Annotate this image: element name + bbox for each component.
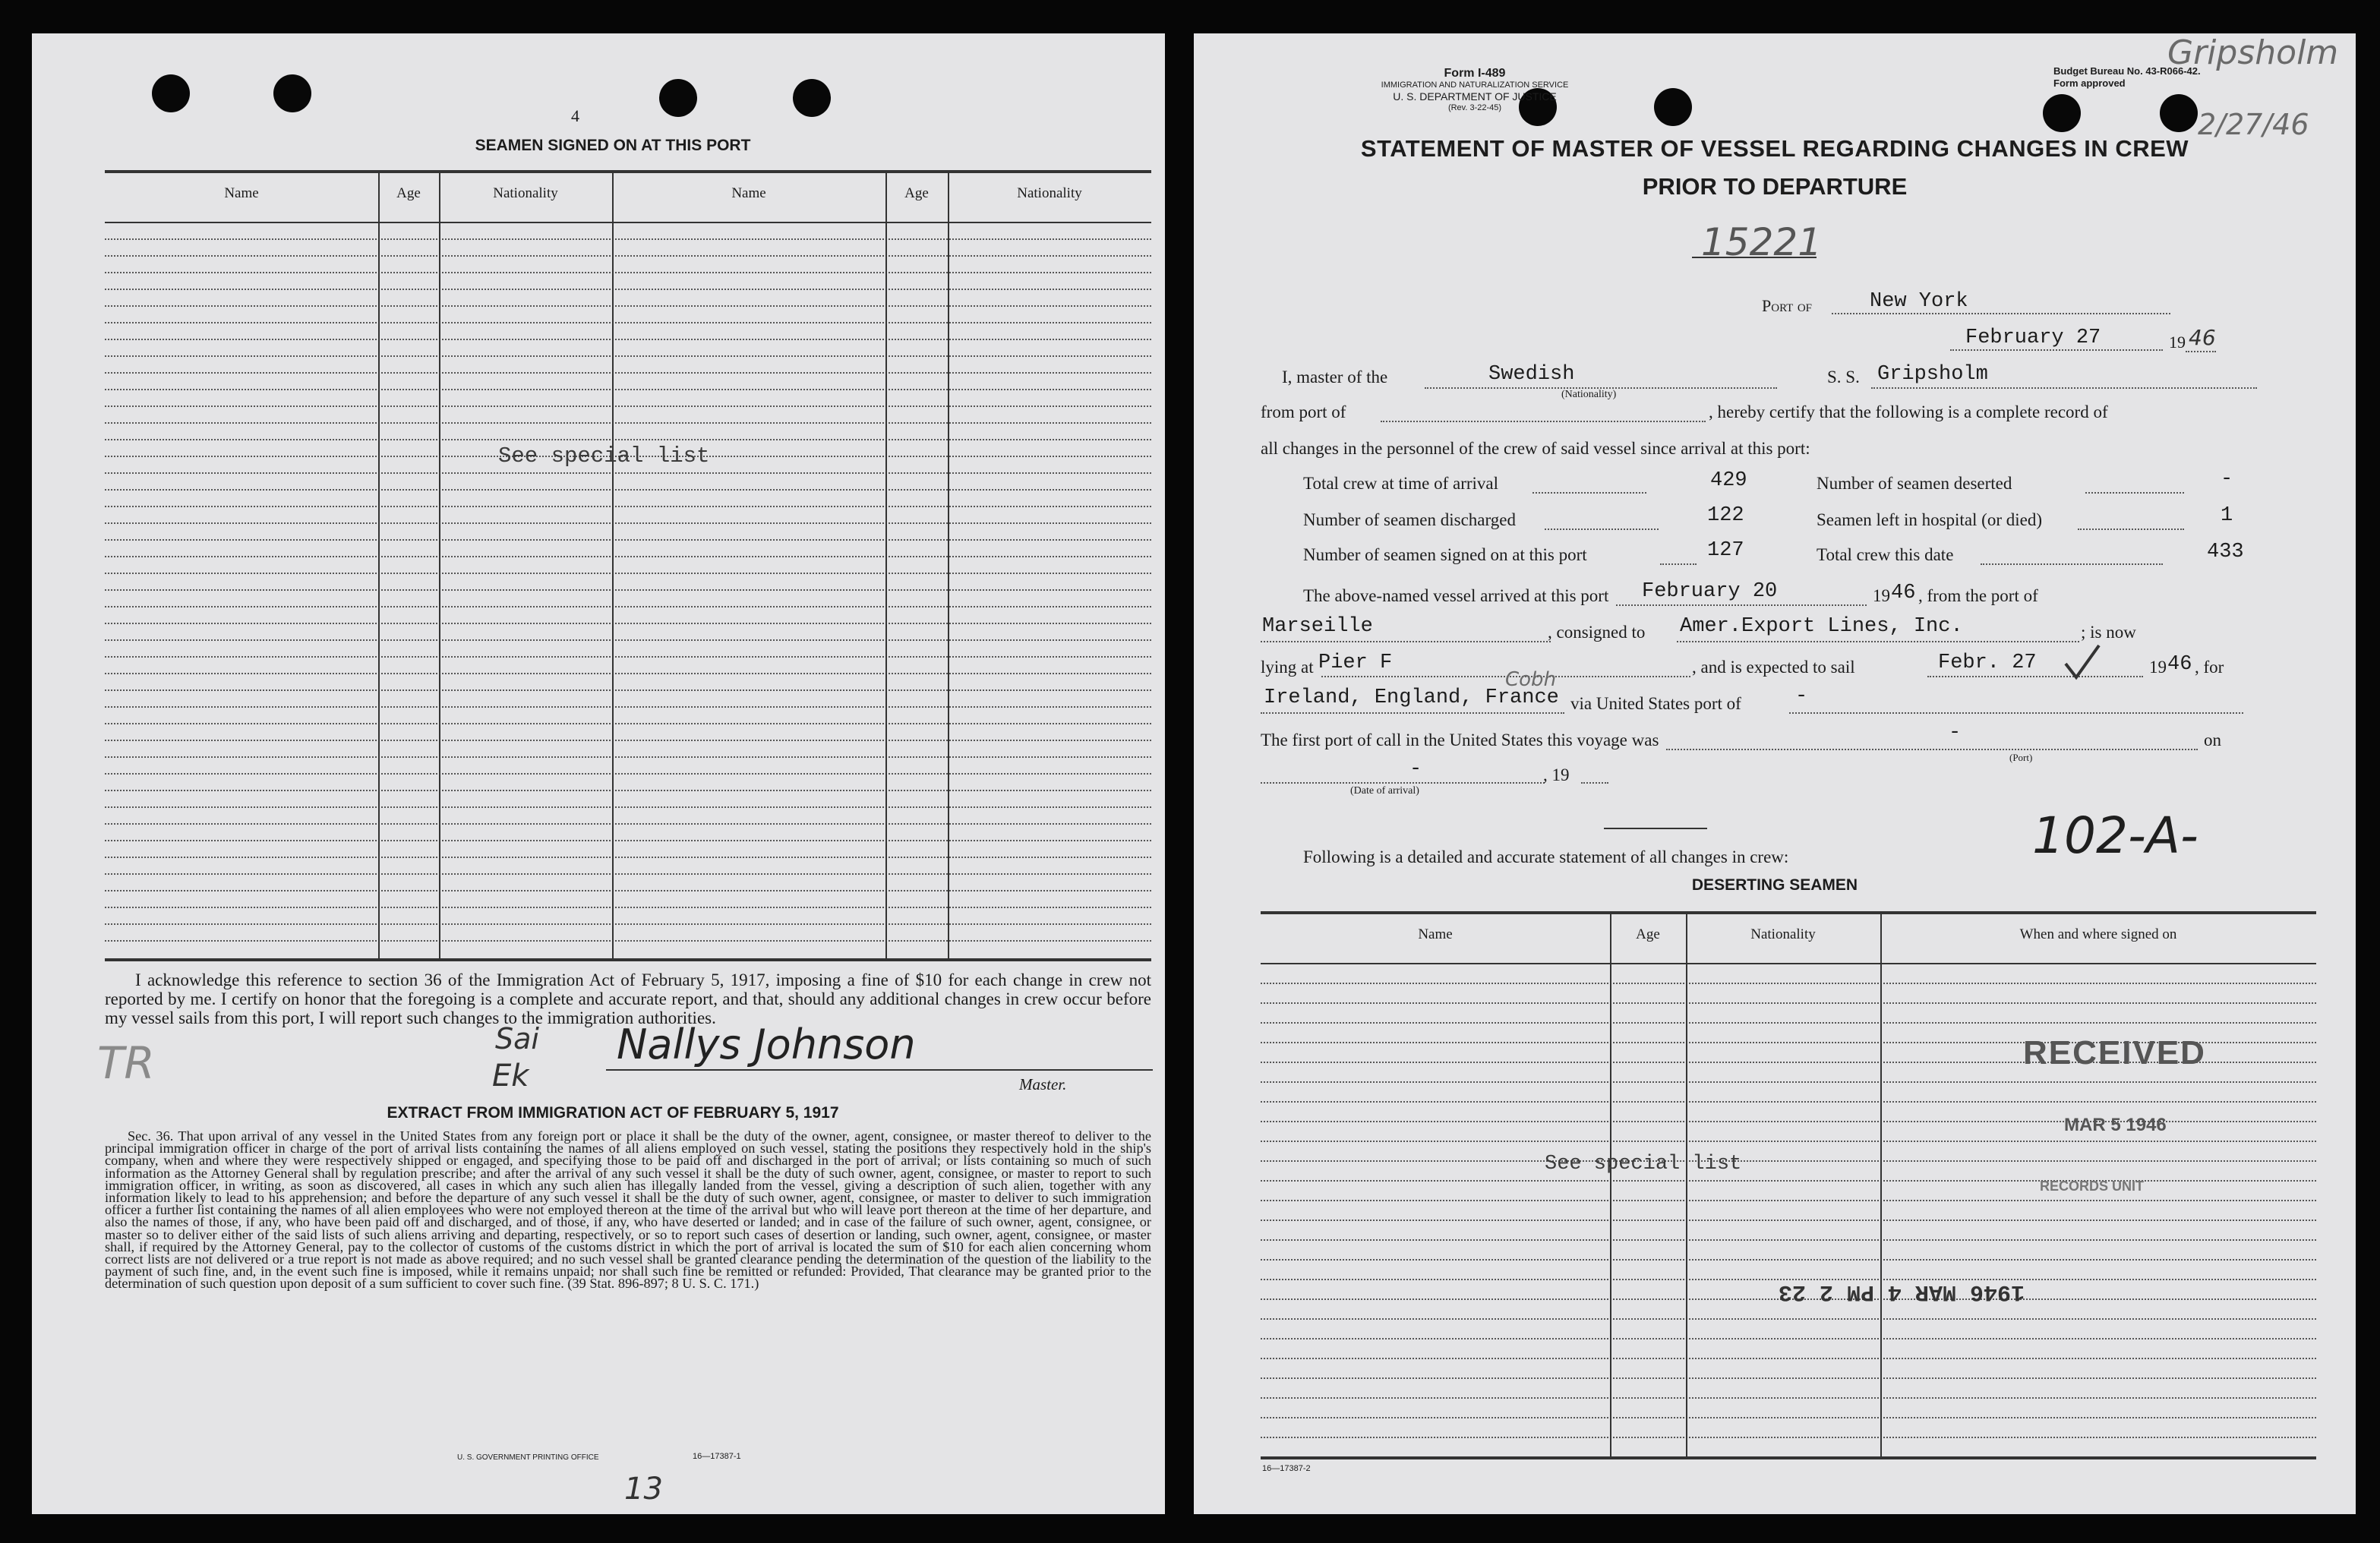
- blank-line: [1871, 387, 2257, 389]
- table-row-line: [105, 706, 1151, 708]
- master-of-label: I, master of the: [1282, 368, 1388, 387]
- header-rule: [1261, 963, 2316, 964]
- col-header-signed-on: When and where signed on: [2019, 926, 2177, 942]
- arrived-year-prefix: 19: [1873, 586, 1890, 605]
- via-label: via United States port of: [1570, 694, 1741, 713]
- table-row-line: [1261, 983, 2316, 984]
- col-divider: [885, 170, 887, 958]
- stat-value: 122: [1707, 504, 1744, 527]
- stat-value: 433: [2207, 541, 2244, 563]
- table-row-line: [105, 589, 1151, 591]
- print-code: 16—17387-2: [1262, 1464, 1311, 1473]
- handwritten-date: 2/27/46: [2198, 108, 2309, 141]
- table-row-line: [105, 723, 1151, 724]
- from-port-label: from port of: [1261, 402, 1346, 421]
- date-of-arrival-value: -: [1409, 758, 1422, 781]
- stat-value: 429: [1710, 469, 1747, 492]
- table-row-line: [105, 857, 1151, 858]
- table-row-line: [105, 472, 1151, 474]
- stat-label: Number of seamen signed on at this port: [1303, 545, 1587, 564]
- table-top-rule: [105, 170, 1151, 173]
- page-number: 4: [571, 106, 579, 125]
- rule: [1604, 828, 1707, 829]
- table-row-line: [105, 539, 1151, 541]
- handwritten-vessel: Gripsholm: [2167, 33, 2339, 72]
- table-bottom-rule: [1261, 1456, 2316, 1459]
- consigned-label: , consigned to: [1548, 623, 1646, 642]
- table-row-line: [105, 740, 1151, 741]
- lying-at-label: lying at: [1261, 658, 1314, 677]
- blank-line: [1381, 421, 1706, 422]
- table-row-line: [105, 623, 1151, 624]
- extract-text: Sec. 36. That upon arrival of any vessel in the United States from any foreign port or place it shall be the duty of the owner, agent, consignee, or master thereof to deliver to the principal immigration officer in charge of the port of arrival lists containing the names of all aliens employed on such vessel, stating the positions they respectively hold in the ship's company, when and where they were respectively shipped or engaged, and specifying those to be paid off and discharged in the port of arrival; or lists containing so much of such information as the Attorney General shall by regulation prescribe; and after the arrival of any such vessel it shall be the duty of such owner, agent, consignee, or master to report to such immigration officer, in writing, as soon as discovered, all cases in which any such alien has illegally landed from the vessel, giving a description of such alien, together with any information likely to lead to his apprehension; and before the departure of any such vessel it shall be the duty of such owner, agent, consignee, or master to deliver to such immigration officer a further list containing the names of all alien employees who were not employed thereon at the time of the arrival but who will leave port thereon at the time of her departure, and also the names of those, if any, who have been paid off and discharged, and of those, if any, who have deserted or landed; and in case of the failure of such owner, agent, consignee, or master so to deliver either of the said lists of such aliens arriving and departing, respectively, or so to report such cases of desertion or landing, such owner, agent, consignee, or master shall, if required by the Attorney General, pay to the collector of customs of the customs district in which the port of arrival is located the sum of $10 for each alien concerning whom correct lists are not delivered or a true report is not made as above required; and no such vessel shall be granted clearance pending the determination of the question of the liability to the payment of such fine, and, in the event such fine is imposed, while it remains unpaid; nor shall such fine be remitted or refunded: Provided, That clearance may be granted prior to the determination of such question upon deposit of a sum sufficient to cover such fine. (39 Stat. 896-897; 8 U. S. C. 171.): [105, 1128, 1151, 1292]
- date-of-arrival-caption: (Date of arrival): [1350, 785, 1419, 797]
- table-row-line: [1261, 1417, 2316, 1418]
- table-row-line: [105, 522, 1151, 524]
- table-row-line: [105, 355, 1151, 357]
- initials-mark: Ek: [492, 1059, 529, 1093]
- blank-line: [1261, 641, 1551, 642]
- arrived-label: The above-named vessel arrived at this port: [1303, 586, 1609, 605]
- initials-mark: Sai: [495, 1022, 539, 1055]
- ss-value: Gripsholm: [1877, 363, 1988, 386]
- master-label: Master.: [1019, 1075, 1067, 1093]
- port-caption: (Port): [2009, 752, 2033, 763]
- table-row-line: [105, 489, 1151, 491]
- table-row-line: [105, 673, 1151, 674]
- certify-text: , hereby certify that the following is a complete record of: [1709, 402, 2108, 421]
- following-text: Following is a detailed and accurate statement of all changes in crew:: [1303, 847, 1789, 866]
- consigned-value: Amer.Export Lines, Inc.: [1680, 615, 1963, 638]
- col-divider: [612, 170, 614, 958]
- table-row-line: [1261, 1259, 2316, 1261]
- table-row-line: [105, 639, 1151, 641]
- date-year-prefix: , 19: [1543, 765, 1570, 784]
- stat-value: 127: [1707, 539, 1744, 562]
- form-number: Form I-489: [1444, 67, 1506, 80]
- handwritten-destination: Cobh: [1505, 668, 1557, 691]
- table-row-line: [105, 806, 1151, 808]
- year-value: 46: [2189, 325, 2216, 350]
- punch-hole: [2043, 94, 2081, 132]
- handwritten-page-number: 13: [624, 1472, 663, 1507]
- table-row-line: [1261, 1160, 2316, 1162]
- table-row-line: [105, 272, 1151, 273]
- from-the-port-of: , from the port of: [1918, 586, 2038, 605]
- col-divider: [1686, 911, 1687, 1456]
- punch-hole: [152, 74, 190, 112]
- table-row-line: [1261, 1239, 2316, 1241]
- sail-year-prefix: 19: [2149, 658, 2167, 677]
- table-row-line: [105, 790, 1151, 791]
- col-header-nationality: Nationality: [493, 185, 558, 201]
- ss-label: S. S.: [1827, 368, 1860, 387]
- col-header-name: Name: [224, 185, 259, 201]
- punch-hole: [793, 79, 831, 117]
- table-row-line: [105, 289, 1151, 290]
- table-row-line: [105, 305, 1151, 307]
- extract-title: EXTRACT FROM IMMIGRATION ACT OF FEBRUARY 5, 1917: [387, 1104, 839, 1122]
- table-row-line: [1261, 1397, 2316, 1399]
- agency-line: U. S. DEPARTMENT OF JUSTICE: [1393, 90, 1557, 103]
- blank-line: [1616, 604, 1867, 606]
- deserting-title: DESERTING SEAMEN: [1691, 876, 1858, 894]
- print-code: 16—17387-1: [693, 1452, 741, 1461]
- all-changes-text: all changes in the personnel of the crew of said vessel since arrival at this port:: [1261, 439, 1810, 458]
- stat-value: 1: [2221, 504, 2233, 527]
- table-row-line: [105, 756, 1151, 758]
- handwritten-number: 15221: [1701, 220, 1823, 264]
- table-row-line: [1261, 1338, 2316, 1339]
- sail-date-value: Febr. 27: [1938, 652, 2037, 674]
- blank-line: [2186, 351, 2216, 352]
- dot-leader: [2085, 492, 2184, 494]
- table-row-line: [105, 823, 1151, 825]
- table-bottom-rule: [105, 958, 1151, 961]
- dot-leader: [1545, 529, 1659, 530]
- for-label: , for: [2195, 658, 2224, 677]
- on-label: on: [2204, 730, 2221, 749]
- port-of-value: New York: [1870, 290, 1968, 313]
- table-row-line: [105, 389, 1151, 390]
- stat-label: Total crew at time of arrival: [1303, 474, 1499, 493]
- stat-label: Seamen left in hospital (or died): [1817, 510, 2043, 529]
- table-row-line: [105, 940, 1151, 942]
- table-row-line: [105, 840, 1151, 841]
- stat-label: Number of seamen discharged: [1303, 510, 1516, 529]
- dot-leader: [1532, 492, 1646, 494]
- col-divider: [378, 170, 380, 958]
- table-row-line: [1261, 1022, 2316, 1024]
- expected-label: , and is expected to sail: [1692, 658, 1855, 677]
- table-row-line: [1261, 1437, 2316, 1438]
- blank-line: [1677, 641, 2079, 642]
- blank-line: [1927, 676, 2143, 677]
- budget-bureau: Budget Bureau No. 43-R066-42.: [2053, 65, 2201, 77]
- header-rule: [105, 222, 1151, 223]
- table-row-line: [105, 422, 1151, 424]
- table-row-line: [105, 873, 1151, 875]
- table-row-line: [105, 907, 1151, 908]
- table-row-line: [1261, 1220, 2316, 1221]
- col-divider: [1880, 911, 1882, 1456]
- table-row-line: [105, 890, 1151, 891]
- print-office: U. S. GOVERNMENT PRINTING OFFICE: [457, 1453, 599, 1462]
- right-form-page: [1194, 33, 2356, 1514]
- table-row-line: [105, 238, 1151, 240]
- typed-note: See special list: [498, 443, 710, 469]
- col-header-name: Name: [731, 185, 766, 201]
- table-row-line: [105, 506, 1151, 507]
- blank-line: [1666, 749, 2198, 750]
- is-now-label: ; is now: [2081, 623, 2136, 642]
- from-port-value: Marseille: [1262, 615, 1373, 638]
- initials-mark: TR: [97, 1037, 155, 1089]
- punch-hole: [2160, 94, 2198, 132]
- section-title: SEAMEN SIGNED ON AT THIS PORT: [475, 137, 751, 154]
- col-header-age: Age: [396, 185, 421, 201]
- inverted-date-stamp: 1946 MAR 4 PM 2 23: [1779, 1279, 2025, 1305]
- blank-line: [1261, 712, 1564, 714]
- table-row-line: [1261, 1101, 2316, 1103]
- table-row-line: [105, 773, 1151, 775]
- table-row-line: [105, 322, 1151, 323]
- sail-year: 46: [2167, 653, 2192, 676]
- blank-line: [1581, 782, 1608, 784]
- arrived-year: 46: [1891, 582, 1916, 604]
- lying-at-value: Pier F: [1318, 652, 1393, 674]
- table-row-line: [105, 405, 1151, 407]
- stat-label: Number of seamen deserted: [1817, 474, 2012, 493]
- signature-line: [606, 1069, 1153, 1071]
- col-divider: [948, 170, 949, 958]
- punch-hole: [1654, 88, 1692, 126]
- blank-line: [1832, 313, 2170, 314]
- first-port-label: The first port of call in the United States this voyage was: [1261, 730, 1659, 749]
- destinations-value: Ireland, England, France: [1264, 686, 1559, 709]
- nationality-caption: (Nationality): [1561, 389, 1617, 400]
- table-row-line: [105, 573, 1151, 574]
- table-row-line: [105, 556, 1151, 557]
- stat-value: -: [2221, 468, 2233, 491]
- date-value: February 27: [1965, 327, 2101, 349]
- table-row-line: [1261, 1141, 2316, 1142]
- received-stamp: RECEIVED: [2023, 1034, 2206, 1071]
- table-row-line: [105, 372, 1151, 374]
- table-row-line: [1261, 1377, 2316, 1379]
- table-row-line: [1261, 1180, 2316, 1182]
- table-row-line: [105, 656, 1151, 658]
- blank-line: [1950, 349, 2163, 351]
- blank-line: [1261, 782, 1545, 784]
- punch-hole: [659, 79, 697, 117]
- left-form-page: [32, 33, 1165, 1514]
- table-row-line: [1261, 1318, 2316, 1320]
- master-signature: Nallys Johnson: [617, 1021, 916, 1068]
- col-header-nationality: Nationality: [1017, 185, 1082, 201]
- handwritten-ref: 102-A-: [2032, 806, 2199, 865]
- table-row-line: [1261, 1002, 2316, 1004]
- form-subtitle: PRIOR TO DEPARTURE: [1642, 173, 1908, 200]
- table-row-line: [1261, 1358, 2316, 1359]
- received-stamp-date: MAR 5 1946: [2064, 1115, 2167, 1135]
- table-row-line: [1261, 1081, 2316, 1083]
- table-top-rule: [1261, 911, 2316, 914]
- rule: [1692, 257, 1817, 258]
- nationality-value: Swedish: [1488, 363, 1575, 386]
- blank-line: [1789, 712, 2243, 714]
- stat-label: Total crew this date: [1817, 545, 1954, 564]
- table-row-line: [105, 255, 1151, 257]
- year-prefix: 19: [2169, 333, 2186, 352]
- table-row-line: [105, 606, 1151, 607]
- typed-note: See special list: [1545, 1153, 1742, 1175]
- via-value: -: [1795, 685, 1808, 708]
- dot-leader: [1660, 563, 1697, 565]
- table-row-line: [105, 923, 1151, 925]
- dot-leader: [1981, 563, 2163, 565]
- col-header-age: Age: [904, 185, 929, 201]
- acknowledgment-text: I acknowledge this reference to section 36 of the Immigration Act of February 5, 1917, imposing a fine of $10 for each change in crew not reported by me. I certify on honor that the foregoing is a complete and accurate report, and that, should any additional changes in crew occur before my vessel sails from this port, I will report such changes to the immigration authorities.: [105, 970, 1151, 1027]
- agency-line: IMMIGRATION AND NATURALIZATION SERVICE: [1381, 80, 1569, 90]
- form-title: STATEMENT OF MASTER OF VESSEL REGARDING CHANGES IN CREW: [1360, 135, 2189, 162]
- col-header-nationality: Nationality: [1750, 926, 1816, 942]
- col-header-name: Name: [1418, 926, 1453, 942]
- arrived-value: February 20: [1642, 580, 1778, 603]
- col-divider: [439, 170, 440, 958]
- punch-hole: [273, 74, 311, 112]
- check-mark-icon: [2061, 641, 2104, 683]
- first-port-value: -: [1949, 721, 1962, 744]
- table-row-line: [105, 689, 1151, 691]
- revision-date: (Rev. 3-22-45): [1447, 103, 1502, 112]
- table-row-line: [105, 439, 1151, 440]
- port-of-label: Port of: [1762, 296, 1813, 315]
- table-row-line: [105, 339, 1151, 340]
- col-divider: [1610, 911, 1611, 1456]
- records-unit-stamp: RECORDS UNIT: [2040, 1179, 2145, 1194]
- col-header-age: Age: [1636, 926, 1660, 942]
- table-row-line: [1261, 1200, 2316, 1201]
- dot-leader: [2078, 529, 2184, 530]
- form-approved: Form approved: [2053, 77, 2126, 89]
